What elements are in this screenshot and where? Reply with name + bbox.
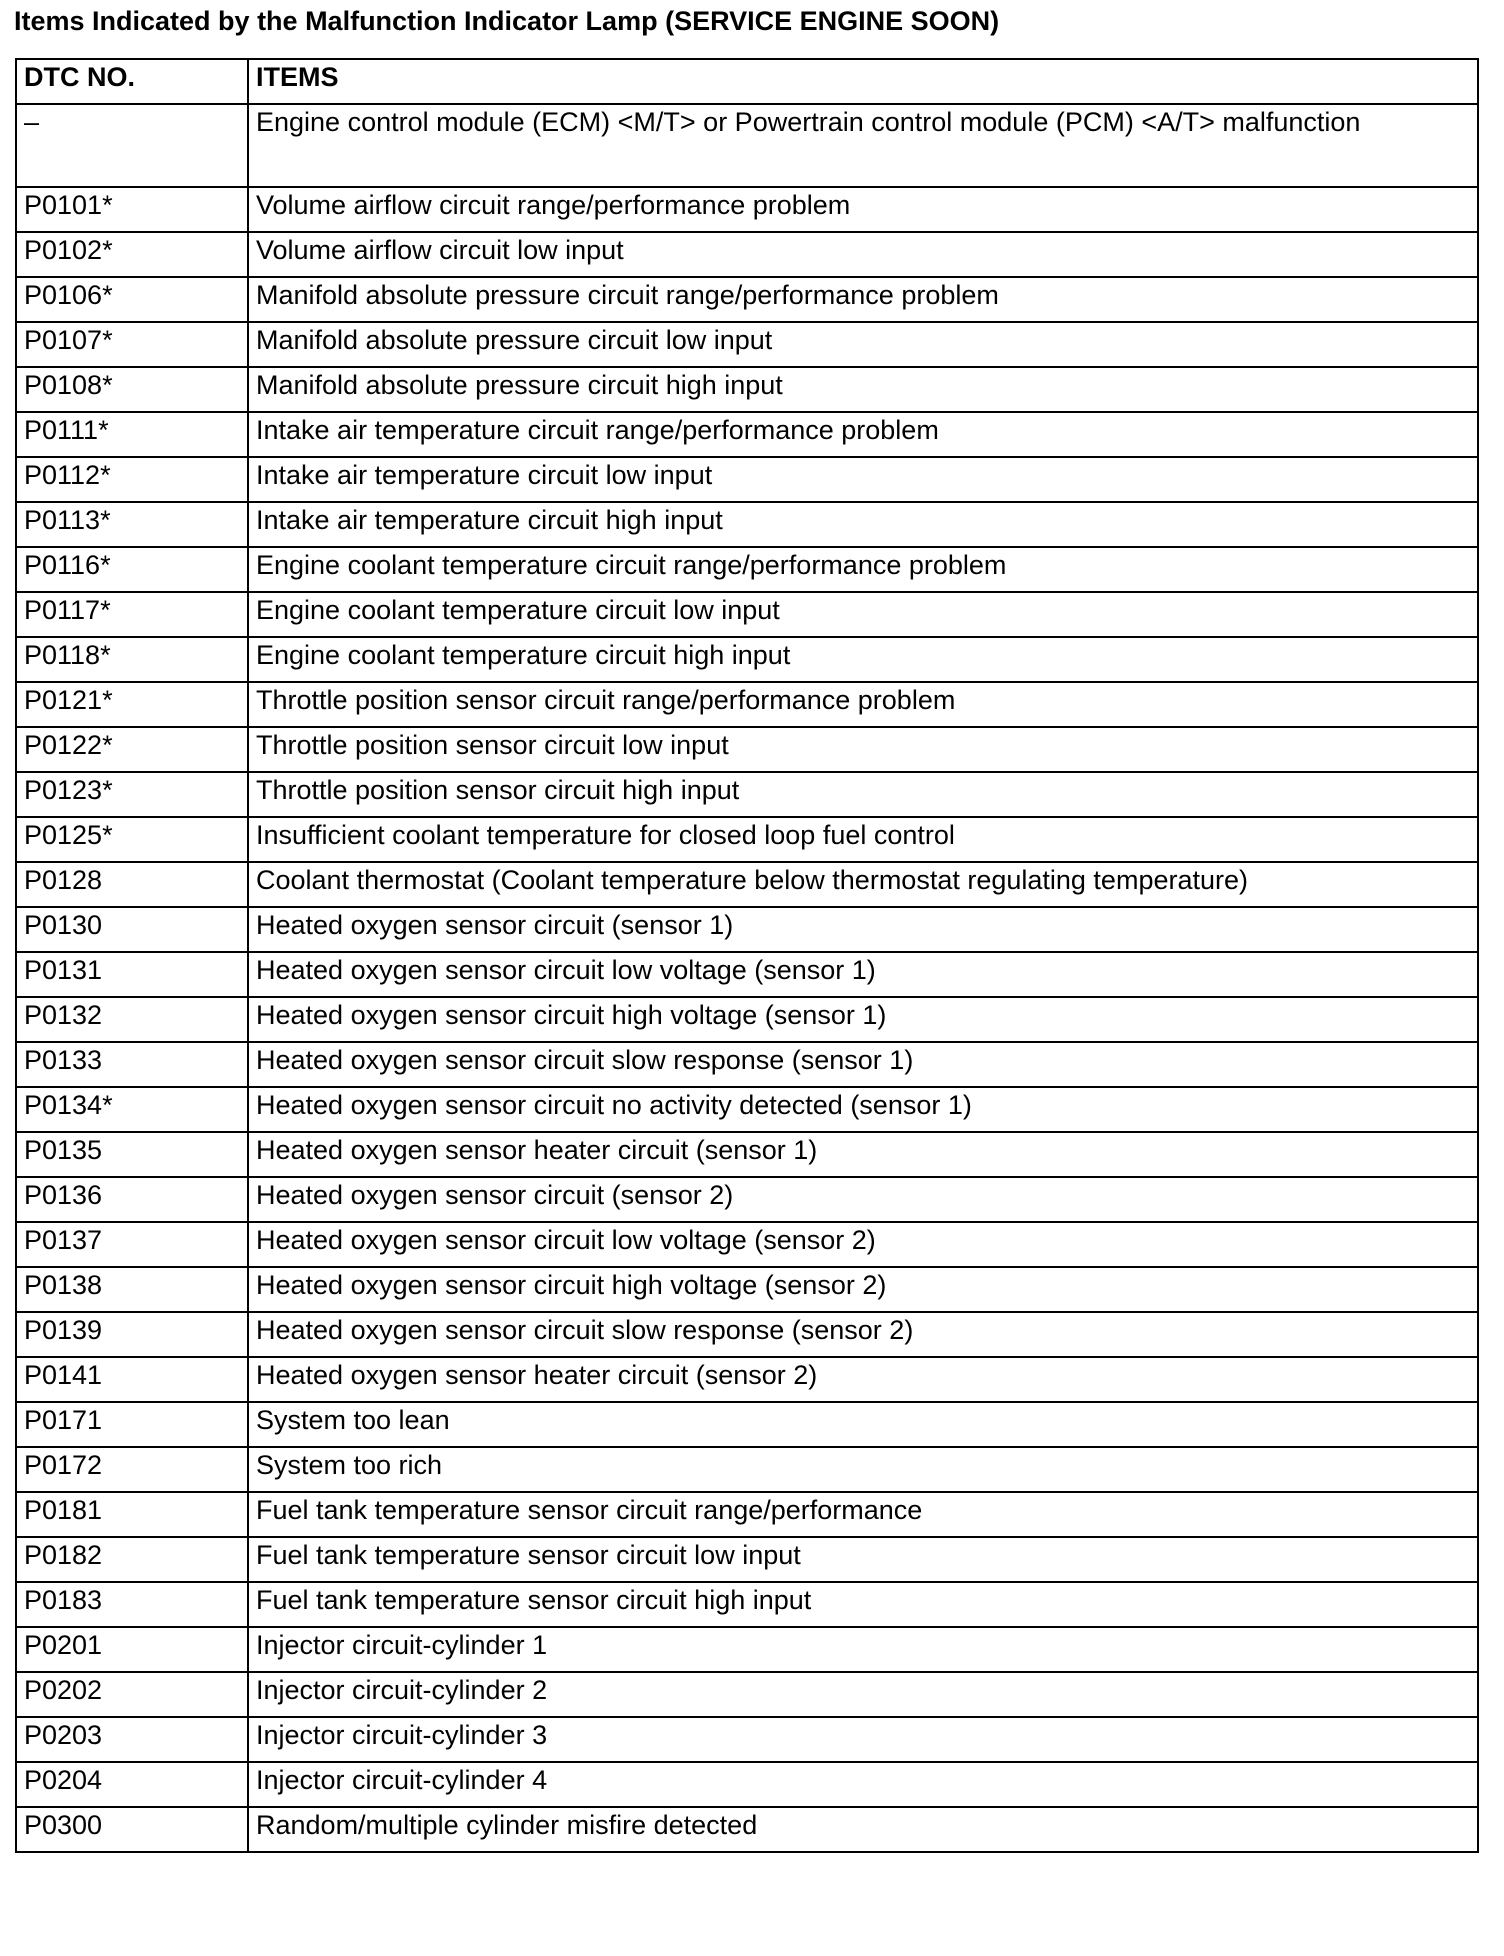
item-description-cell: Throttle position sensor circuit high input bbox=[248, 772, 1478, 817]
item-description-cell: Fuel tank temperature sensor circuit high input bbox=[248, 1582, 1478, 1627]
dtc-code-cell: P0106* bbox=[16, 277, 248, 322]
table-row bbox=[16, 322, 1478, 367]
item-description-cell: Coolant thermostat (Coolant temperature below thermostat regulating temperature) bbox=[248, 862, 1478, 907]
dtc-code-cell: P0141 bbox=[16, 1357, 248, 1402]
table-header-row bbox=[16, 59, 1478, 104]
column-header-items: ITEMS bbox=[248, 59, 1478, 104]
table-row bbox=[16, 232, 1478, 277]
table-row bbox=[16, 1267, 1478, 1312]
item-description-cell: Heated oxygen sensor circuit slow response (sensor 2) bbox=[248, 1312, 1478, 1357]
dtc-code-cell: P0108* bbox=[16, 367, 248, 412]
dtc-code-cell: P0101* bbox=[16, 187, 248, 232]
table-row bbox=[16, 1447, 1478, 1492]
dtc-code-cell: – bbox=[16, 104, 248, 187]
dtc-code-cell: P0136 bbox=[16, 1177, 248, 1222]
dtc-table bbox=[15, 58, 1479, 1853]
dtc-code-cell: P0131 bbox=[16, 952, 248, 997]
item-description-cell: Throttle position sensor circuit range/performance problem bbox=[248, 682, 1478, 727]
dtc-code-cell: P0300 bbox=[16, 1807, 248, 1852]
table-row bbox=[16, 502, 1478, 547]
dtc-code-cell: P0172 bbox=[16, 1447, 248, 1492]
item-description-cell: Heated oxygen sensor heater circuit (sensor 1) bbox=[248, 1132, 1478, 1177]
item-description-cell: Heated oxygen sensor circuit no activity detected (sensor 1) bbox=[248, 1087, 1478, 1132]
table-row bbox=[16, 772, 1478, 817]
dtc-code-cell: P0139 bbox=[16, 1312, 248, 1357]
item-description-cell: Heated oxygen sensor circuit high voltage (sensor 2) bbox=[248, 1267, 1478, 1312]
table-row bbox=[16, 1717, 1478, 1762]
item-description-cell: System too lean bbox=[248, 1402, 1478, 1447]
table-row bbox=[16, 592, 1478, 637]
item-description-cell: Throttle position sensor circuit low input bbox=[248, 727, 1478, 772]
dtc-code-cell: P0138 bbox=[16, 1267, 248, 1312]
item-description-cell: Injector circuit-cylinder 2 bbox=[248, 1672, 1478, 1717]
dtc-code-cell: P0123* bbox=[16, 772, 248, 817]
dtc-code-cell: P0116* bbox=[16, 547, 248, 592]
table-row bbox=[16, 997, 1478, 1042]
table-row bbox=[16, 1132, 1478, 1177]
item-description-cell: Engine coolant temperature circuit high input bbox=[248, 637, 1478, 682]
dtc-code-cell: P0204 bbox=[16, 1762, 248, 1807]
item-description-cell: Heated oxygen sensor circuit (sensor 2) bbox=[248, 1177, 1478, 1222]
table-row bbox=[16, 1807, 1478, 1852]
item-description-cell: Volume airflow circuit low input bbox=[248, 232, 1478, 277]
table-row bbox=[16, 1492, 1478, 1537]
dtc-code-cell: P0181 bbox=[16, 1492, 248, 1537]
table-row bbox=[16, 367, 1478, 412]
dtc-code-cell: P0202 bbox=[16, 1672, 248, 1717]
item-description-cell: Heated oxygen sensor circuit (sensor 1) bbox=[248, 907, 1478, 952]
item-description-cell: Heated oxygen sensor heater circuit (sensor 2) bbox=[248, 1357, 1478, 1402]
item-description-cell: Insufficient coolant temperature for closed loop fuel control bbox=[248, 817, 1478, 862]
table-row bbox=[16, 1627, 1478, 1672]
dtc-code-cell: P0132 bbox=[16, 997, 248, 1042]
dtc-code-cell: P0128 bbox=[16, 862, 248, 907]
dtc-code-cell: P0135 bbox=[16, 1132, 248, 1177]
table-row bbox=[16, 104, 1478, 187]
table-row bbox=[16, 1222, 1478, 1267]
item-description-cell: Engine control module (ECM) <M/T> or Powertrain control module (PCM) <A/T> malfunction bbox=[248, 104, 1478, 187]
table-row bbox=[16, 412, 1478, 457]
item-description-cell: Intake air temperature circuit high input bbox=[248, 502, 1478, 547]
table-row bbox=[16, 1357, 1478, 1402]
dtc-code-cell: P0182 bbox=[16, 1537, 248, 1582]
dtc-code-cell: P0203 bbox=[16, 1717, 248, 1762]
dtc-code-cell: P0171 bbox=[16, 1402, 248, 1447]
dtc-code-cell: P0117* bbox=[16, 592, 248, 637]
dtc-code-cell: P0112* bbox=[16, 457, 248, 502]
table-row bbox=[16, 862, 1478, 907]
table-row bbox=[16, 1402, 1478, 1447]
dtc-code-cell: P0122* bbox=[16, 727, 248, 772]
item-description-cell: Manifold absolute pressure circuit range/performance problem bbox=[248, 277, 1478, 322]
table-row bbox=[16, 1177, 1478, 1222]
table-row bbox=[16, 1762, 1478, 1807]
dtc-code-cell: P0137 bbox=[16, 1222, 248, 1267]
item-description-cell: System too rich bbox=[248, 1447, 1478, 1492]
item-description-cell: Engine coolant temperature circuit range/performance problem bbox=[248, 547, 1478, 592]
table-body bbox=[16, 104, 1478, 1852]
item-description-cell: Manifold absolute pressure circuit high input bbox=[248, 367, 1478, 412]
table-row bbox=[16, 547, 1478, 592]
table-row bbox=[16, 1042, 1478, 1087]
table-row bbox=[16, 1582, 1478, 1627]
table-row bbox=[16, 1312, 1478, 1357]
table-row bbox=[16, 727, 1478, 772]
table-row bbox=[16, 682, 1478, 727]
table-row bbox=[16, 907, 1478, 952]
table-row bbox=[16, 1672, 1478, 1717]
item-description-cell: Intake air temperature circuit range/performance problem bbox=[248, 412, 1478, 457]
item-description-cell: Manifold absolute pressure circuit low input bbox=[248, 322, 1478, 367]
page-title: Items Indicated by the Malfunction Indicator Lamp (SERVICE ENGINE SOON) bbox=[14, 6, 1000, 36]
table-row bbox=[16, 952, 1478, 997]
dtc-code-cell: P0130 bbox=[16, 907, 248, 952]
dtc-code-cell: P0113* bbox=[16, 502, 248, 547]
dtc-code-cell: P0183 bbox=[16, 1582, 248, 1627]
dtc-code-cell: P0107* bbox=[16, 322, 248, 367]
item-description-cell: Intake air temperature circuit low input bbox=[248, 457, 1478, 502]
item-description-cell: Injector circuit-cylinder 1 bbox=[248, 1627, 1478, 1672]
item-description-cell: Random/multiple cylinder misfire detected bbox=[248, 1807, 1478, 1852]
dtc-code-cell: P0125* bbox=[16, 817, 248, 862]
dtc-code-cell: P0118* bbox=[16, 637, 248, 682]
item-description-cell: Heated oxygen sensor circuit low voltage (sensor 1) bbox=[248, 952, 1478, 997]
table-row bbox=[16, 277, 1478, 322]
item-description-cell: Heated oxygen sensor circuit slow response (sensor 1) bbox=[248, 1042, 1478, 1087]
item-description-cell: Fuel tank temperature sensor circuit low input bbox=[248, 1537, 1478, 1582]
item-description-cell: Injector circuit-cylinder 3 bbox=[248, 1717, 1478, 1762]
table-row bbox=[16, 457, 1478, 502]
table-row bbox=[16, 1087, 1478, 1132]
item-description-cell: Engine coolant temperature circuit low input bbox=[248, 592, 1478, 637]
dtc-code-cell: P0133 bbox=[16, 1042, 248, 1087]
table-row bbox=[16, 637, 1478, 682]
dtc-code-cell: P0111* bbox=[16, 412, 248, 457]
table-row bbox=[16, 1537, 1478, 1582]
dtc-code-cell: P0121* bbox=[16, 682, 248, 727]
item-description-cell: Heated oxygen sensor circuit high voltage (sensor 1) bbox=[248, 997, 1478, 1042]
table-row bbox=[16, 817, 1478, 862]
dtc-code-cell: P0102* bbox=[16, 232, 248, 277]
item-description-cell: Volume airflow circuit range/performance problem bbox=[248, 187, 1478, 232]
dtc-code-cell: P0201 bbox=[16, 1627, 248, 1672]
item-description-cell: Injector circuit-cylinder 4 bbox=[248, 1762, 1478, 1807]
item-description-cell: Heated oxygen sensor circuit low voltage (sensor 2) bbox=[248, 1222, 1478, 1267]
dtc-code-cell: P0134* bbox=[16, 1087, 248, 1132]
table-row bbox=[16, 187, 1478, 232]
column-header-dtc-no: DTC NO. bbox=[16, 59, 248, 104]
item-description-cell: Fuel tank temperature sensor circuit range/performance bbox=[248, 1492, 1478, 1537]
